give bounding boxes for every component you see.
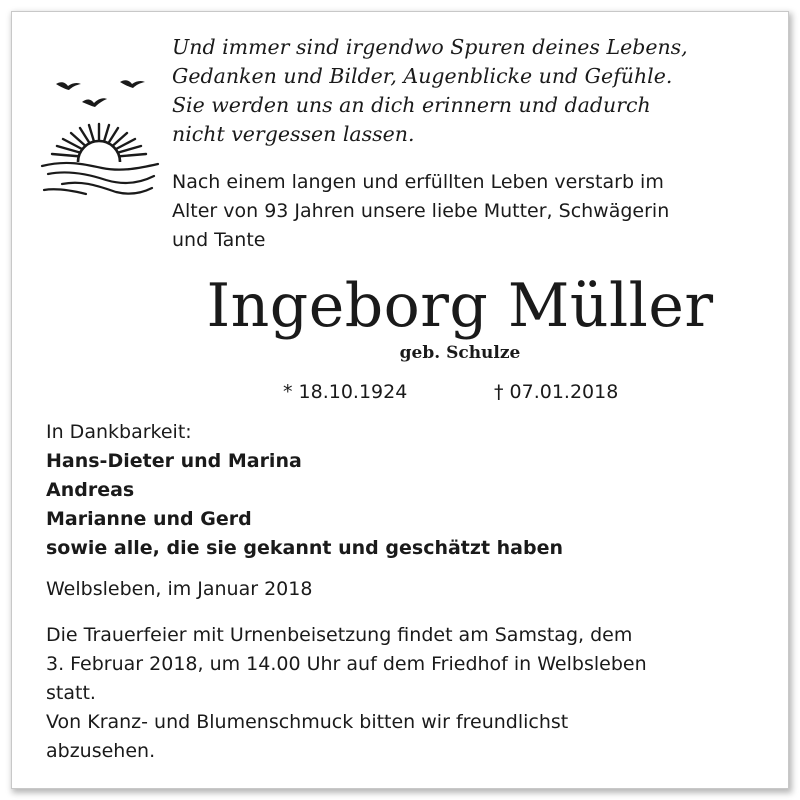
mourner-name: sowie alle, die sie gekannt und geschätzt haben — [46, 537, 563, 559]
intro-text — [172, 168, 772, 255]
notice-line: abzusehen. — [46, 740, 156, 762]
poem-line: Gedanken und Bilder, Augenblicke und Gefühle. — [172, 64, 673, 88]
birds-sunset-icon — [36, 70, 162, 200]
death-date: † 07.01.2018 — [494, 381, 619, 403]
place-date: Welbsleben, im Januar 2018 — [46, 578, 313, 600]
intro-line: Alter von 93 Jahren unsere liebe Mutter, Schwägerin — [172, 200, 670, 222]
deceased-name: Ingeborg Müller — [206, 271, 714, 341]
intro-line: und Tante — [172, 229, 266, 251]
maiden-name: geb. Schulze — [399, 343, 521, 363]
poem-line: nicht vergessen lassen. — [172, 122, 415, 146]
notice-line: 3. Februar 2018, um 14.00 Uhr auf dem Friedhof in Welbsleben — [46, 653, 647, 675]
mourner-name: Marianne und Gerd — [46, 508, 252, 530]
notice-line: statt. — [46, 682, 96, 704]
poem — [172, 33, 772, 149]
notice-line: Von Kranz- und Blumenschmuck bitten wir freundlichst — [46, 711, 569, 733]
mourner-name: Andreas — [46, 479, 135, 501]
funeral-notice — [46, 621, 766, 766]
poem-line: Sie werden uns an dich erinnern und dadurch — [172, 93, 651, 117]
intro-line: Nach einem langen und erfüllten Leben verstarb im — [172, 171, 664, 193]
birth-date: * 18.10.1924 — [283, 381, 408, 403]
mourners-heading: In Dankbarkeit: — [46, 421, 192, 443]
notice-line: Die Trauerfeier mit Urnenbeisetzung findet am Samstag, dem — [46, 624, 633, 646]
mourners-block — [46, 418, 766, 563]
poem-line: Und immer sind irgendwo Spuren deines Lebens, — [172, 35, 688, 59]
mourner-name: Hans-Dieter und Marina — [46, 450, 302, 472]
